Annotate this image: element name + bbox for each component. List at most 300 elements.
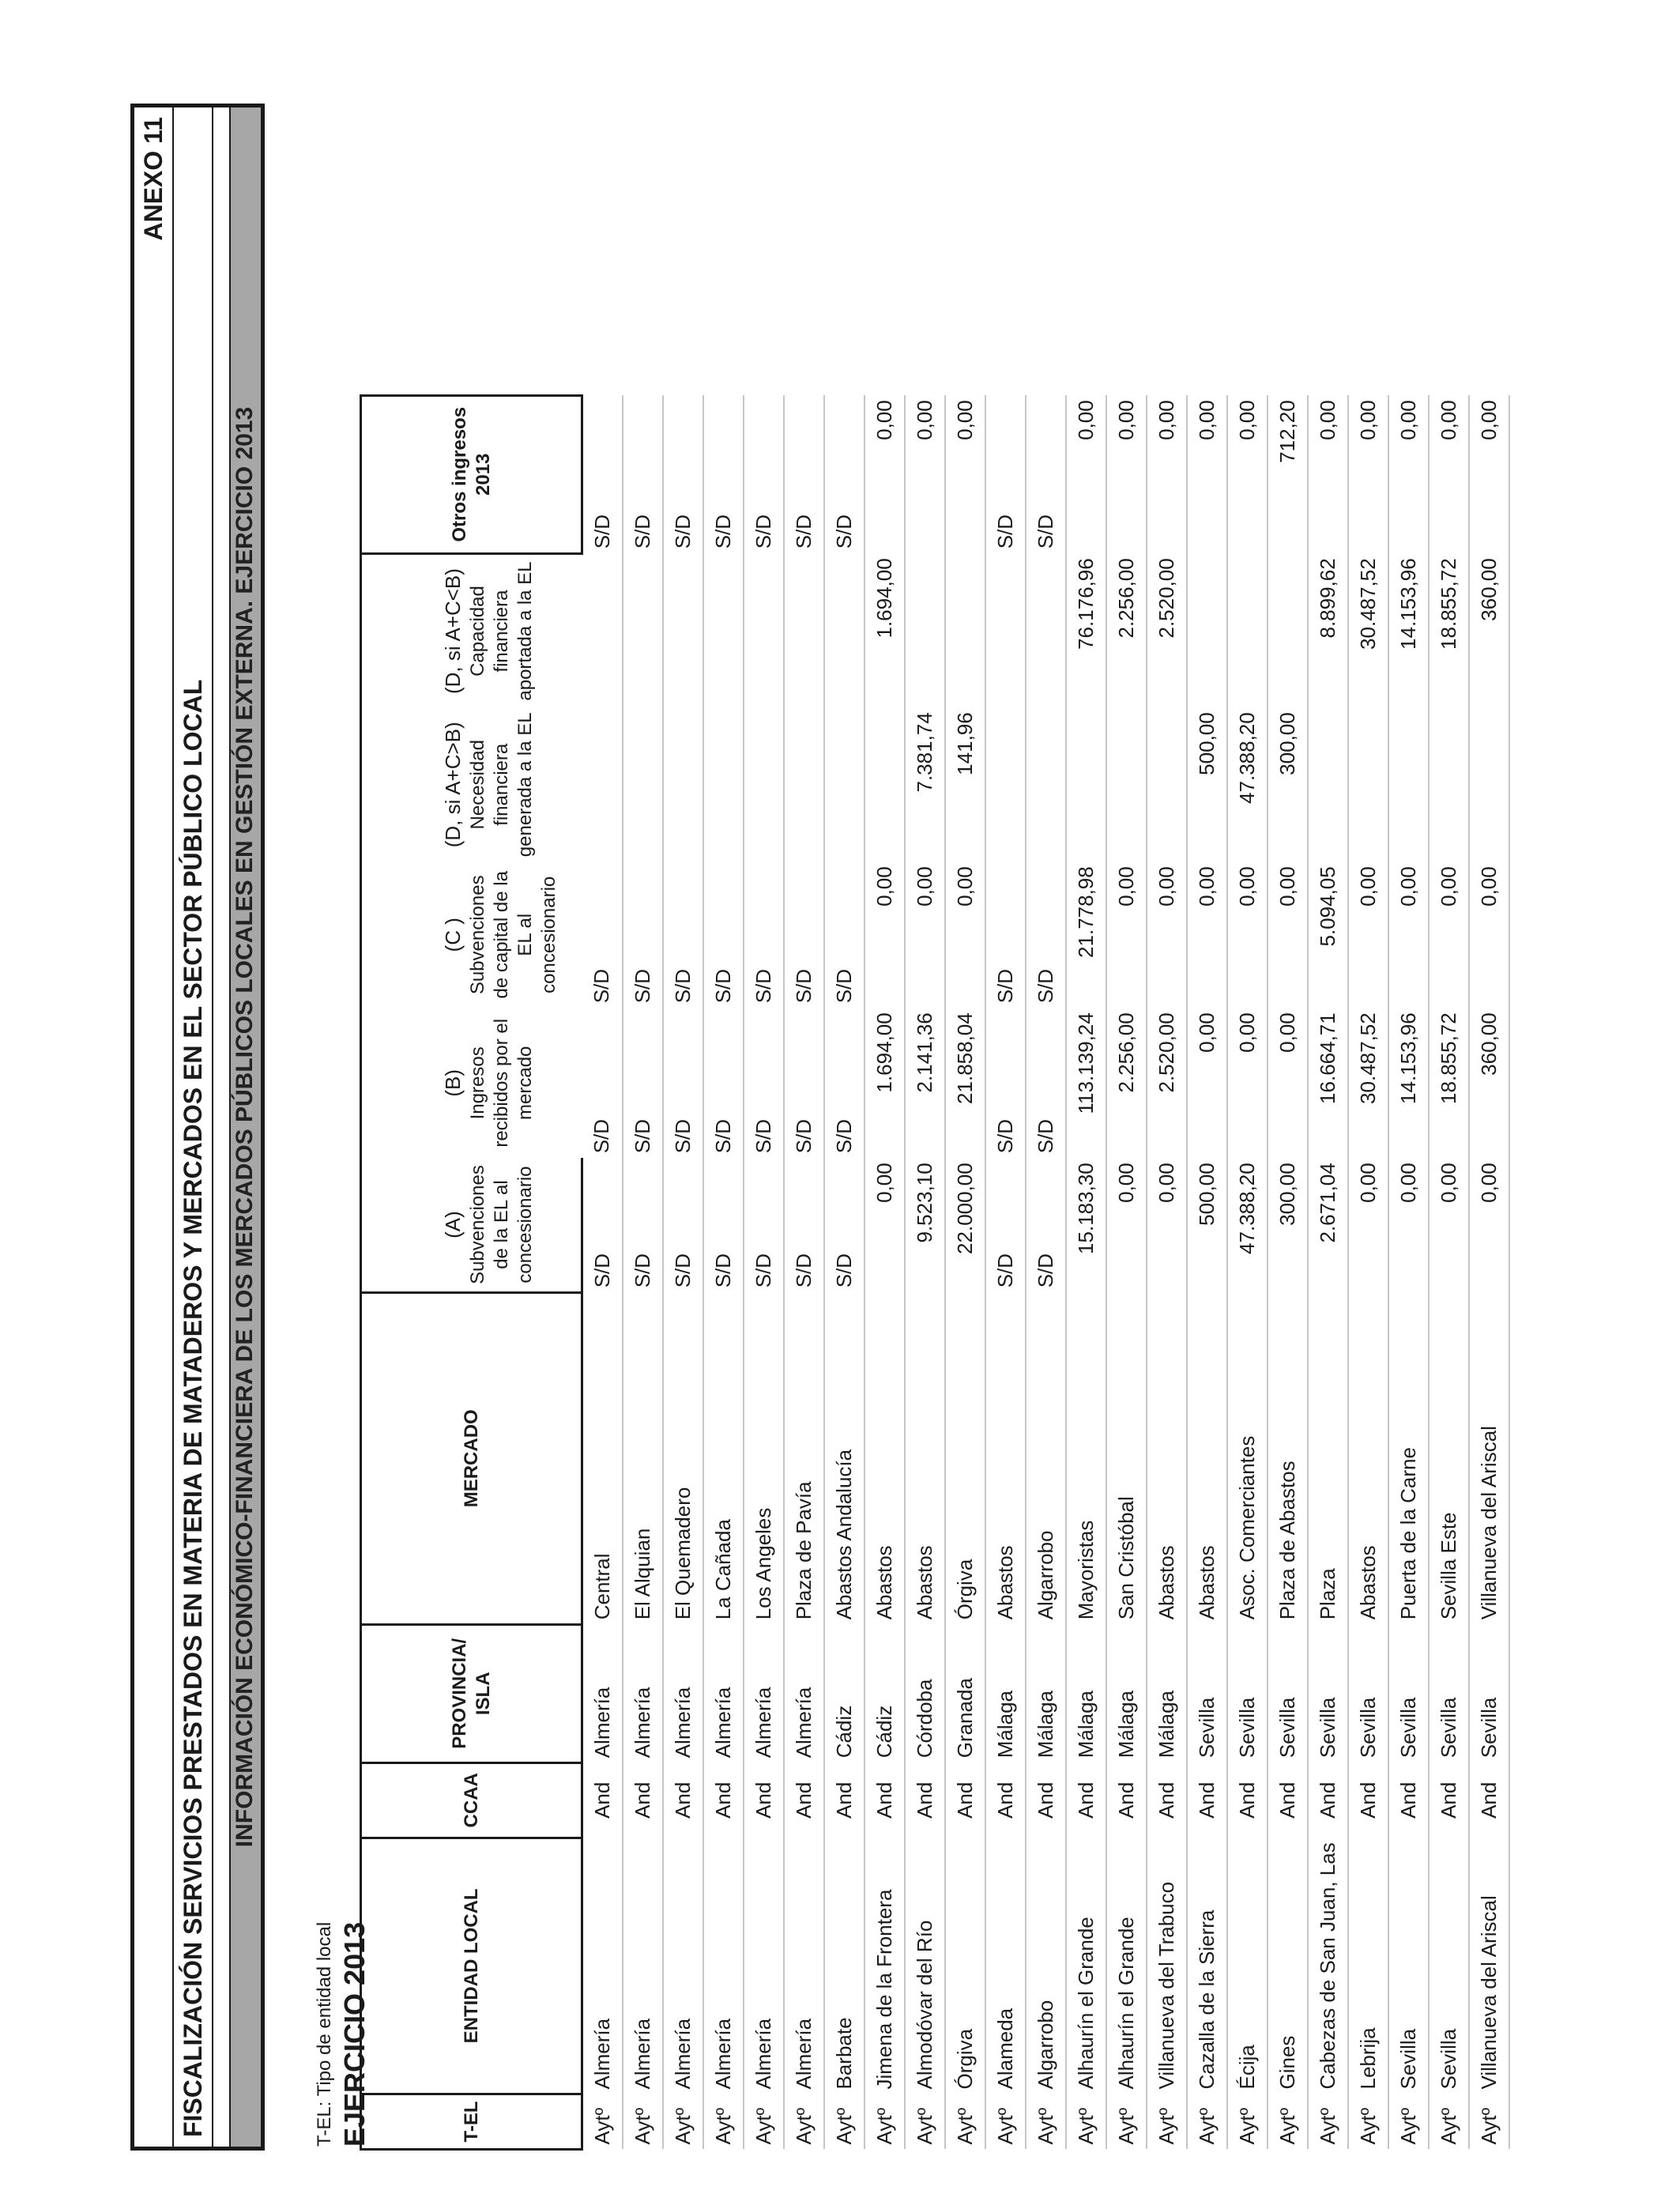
cell-mercado: Abastos <box>1147 1292 1187 1624</box>
markets-table-body <box>582 395 1510 2149</box>
cell-ccaa: And <box>1348 1762 1388 1838</box>
cell-mercado: Central <box>582 1292 623 1624</box>
cell-c: S/D <box>985 861 1026 1008</box>
cell-entidad: Villanueva del Trabuco <box>1147 1838 1187 2094</box>
cell-b: 30.487,52 <box>1348 1008 1388 1158</box>
cell-tel: Aytº <box>864 2094 905 2150</box>
cell-c: 0,00 <box>1227 861 1268 1008</box>
cell-d2 <box>623 553 663 707</box>
cell-provincia: Almería <box>623 1624 663 1762</box>
cell-provincia: Sevilla <box>1308 1624 1348 1762</box>
table-row <box>663 395 703 2149</box>
cell-tel: Aytº <box>703 2094 744 2150</box>
cell-c: 0,00 <box>1187 861 1227 1008</box>
cell-a: 0,00 <box>1106 1158 1147 1292</box>
cell-a: 0,00 <box>1429 1158 1469 1292</box>
cell-d2 <box>945 553 985 707</box>
cell-c: S/D <box>784 861 824 1008</box>
cell-ccaa: And <box>1429 1762 1469 1838</box>
cell-entidad: Écija <box>1227 1838 1268 2094</box>
cell-provincia: Sevilla <box>1348 1624 1388 1762</box>
cell-d2 <box>905 553 945 707</box>
cell-a: S/D <box>744 1158 784 1292</box>
cell-ccaa: And <box>663 1762 703 1838</box>
cell-d2 <box>824 553 864 707</box>
cell-entidad: Lebrija <box>1348 1838 1388 2094</box>
cell-d2 <box>1187 553 1227 707</box>
cell-b: 2.256,00 <box>1106 1008 1147 1158</box>
cell-c: 5.094,05 <box>1308 861 1348 1008</box>
col-c-tag: (C ) <box>361 861 467 1008</box>
cell-otros: 0,00 <box>1429 395 1469 553</box>
cell-b: 2.520,00 <box>1147 1008 1187 1158</box>
table-row <box>744 395 784 2149</box>
report-subtitle: INFORMACIÓN ECONÓMICO-FINANCIERA DE LOS MERCADOS PÚBLICOS LOCALES EN GESTIÓN EXTERNA. EJERCICIO 2013 <box>232 406 258 1848</box>
cell-a: S/D <box>784 1158 824 1292</box>
cell-entidad: Cazalla de la Sierra <box>1187 1838 1227 2094</box>
cell-d2: 18.855,72 <box>1429 553 1469 707</box>
cell-ccaa: And <box>1469 1762 1509 1838</box>
cell-tel: Aytº <box>985 2094 1026 2150</box>
cell-mercado: Plaza de Abastos <box>1268 1292 1308 1624</box>
cell-mercado: Plaza <box>1308 1292 1348 1624</box>
cell-b: 2.141,36 <box>905 1008 945 1158</box>
cell-a: S/D <box>824 1158 864 1292</box>
col-otros: Otros ingresos 2013 <box>361 395 582 553</box>
cell-b: S/D <box>703 1008 744 1158</box>
col-a-tag: (A) <box>361 1158 467 1292</box>
cell-provincia: Sevilla <box>1268 1624 1308 1762</box>
cell-c: 0,00 <box>864 861 905 1008</box>
cell-c: S/D <box>582 861 623 1008</box>
cell-a: 0,00 <box>1469 1158 1509 1292</box>
cell-d1 <box>1026 707 1066 861</box>
cell-b: 0,00 <box>1268 1008 1308 1158</box>
cell-ccaa: And <box>824 1762 864 1838</box>
cell-d1 <box>1469 707 1509 861</box>
cell-entidad: Almería <box>784 1838 824 2094</box>
cell-otros: 0,00 <box>1348 395 1388 553</box>
cell-d2: 76.176,96 <box>1066 553 1106 707</box>
cell-provincia: Sevilla <box>1388 1624 1429 1762</box>
cell-d2: 2.256,00 <box>1106 553 1147 707</box>
cell-tel: Aytº <box>905 2094 945 2150</box>
cell-d2: 360,00 <box>1469 553 1509 707</box>
cell-a: 22.000,00 <box>945 1158 985 1292</box>
cell-d1 <box>784 707 824 861</box>
cell-mercado: Mayoristas <box>1066 1292 1106 1624</box>
cell-b: S/D <box>582 1008 623 1158</box>
cell-d1: 7.381,74 <box>905 707 945 861</box>
cell-mercado: Sevilla Este <box>1429 1292 1469 1624</box>
report-header-box <box>130 104 265 2151</box>
cell-otros: 0,00 <box>1227 395 1268 553</box>
cell-b: 1.694,00 <box>864 1008 905 1158</box>
header-row-spacer <box>213 107 231 2147</box>
cell-mercado: El Quemadero <box>663 1292 703 1624</box>
cell-ccaa: And <box>1147 1762 1187 1838</box>
header-row-title <box>174 107 213 2147</box>
cell-a: 0,00 <box>1348 1158 1388 1292</box>
cell-a: S/D <box>703 1158 744 1292</box>
cell-c: 0,00 <box>1348 861 1388 1008</box>
cell-a: S/D <box>1026 1158 1066 1292</box>
cell-mercado: Abastos <box>1348 1292 1388 1624</box>
cell-tel: Aytº <box>1187 2094 1227 2150</box>
cell-d1: 300,00 <box>1268 707 1308 861</box>
table-row <box>985 395 1026 2149</box>
table-row <box>864 395 905 2149</box>
table-row <box>1268 395 1308 2149</box>
cell-d1 <box>864 707 905 861</box>
cell-tel: Aytº <box>623 2094 663 2150</box>
cell-ccaa: And <box>1388 1762 1429 1838</box>
cell-b: S/D <box>663 1008 703 1158</box>
cell-a: 0,00 <box>864 1158 905 1292</box>
cell-tel: Aytº <box>1268 2094 1308 2150</box>
table-row <box>623 395 663 2149</box>
cell-provincia: Sevilla <box>1227 1624 1268 1762</box>
col-d1-label: Necesidad financiera generada a la EL <box>467 712 536 858</box>
cell-a: 15.183,30 <box>1066 1158 1106 1292</box>
cell-a: 0,00 <box>1147 1158 1187 1292</box>
cell-d1 <box>1308 707 1348 861</box>
cell-otros: 0,00 <box>1388 395 1429 553</box>
cell-c: S/D <box>663 861 703 1008</box>
cell-a: S/D <box>623 1158 663 1292</box>
cell-otros: 0,00 <box>1187 395 1227 553</box>
cell-provincia: Sevilla <box>1469 1624 1509 1762</box>
cell-mercado: Abastos Andalucía <box>824 1292 864 1624</box>
col-ccaa: CCAA <box>361 1762 582 1838</box>
cell-provincia: Granada <box>945 1624 985 1762</box>
cell-a: 47.388,20 <box>1227 1158 1268 1292</box>
cell-tel: Aytº <box>1308 2094 1348 2150</box>
cell-c: S/D <box>824 861 864 1008</box>
cell-mercado: Órgiva <box>945 1292 985 1624</box>
table-row <box>1429 395 1469 2149</box>
cell-otros: 0,00 <box>1106 395 1147 553</box>
cell-provincia: Cádiz <box>824 1624 864 1762</box>
cell-ccaa: And <box>1308 1762 1348 1838</box>
cell-tel: Aytº <box>1388 2094 1429 2150</box>
cell-d2 <box>744 553 784 707</box>
cell-b: 14.153,96 <box>1388 1008 1429 1158</box>
table-row <box>703 395 744 2149</box>
cell-tel: Aytº <box>824 2094 864 2150</box>
table-row <box>1147 395 1187 2149</box>
cell-b: 0,00 <box>1227 1008 1268 1158</box>
cell-otros: 0,00 <box>1066 395 1106 553</box>
cell-d2 <box>1227 553 1268 707</box>
cell-entidad: Cabezas de San Juan, Las <box>1308 1838 1348 2094</box>
table-row <box>1026 395 1066 2149</box>
cell-b: 113.139,24 <box>1066 1008 1106 1158</box>
cell-entidad: Sevilla <box>1388 1838 1429 2094</box>
table-row <box>1348 395 1388 2149</box>
cell-tel: Aytº <box>1106 2094 1147 2150</box>
cell-d2: 14.153,96 <box>1388 553 1429 707</box>
cell-c: 0,00 <box>945 861 985 1008</box>
cell-entidad: Almería <box>582 1838 623 2094</box>
cell-otros: S/D <box>623 395 663 553</box>
cell-d2 <box>582 553 623 707</box>
cell-d1 <box>1429 707 1469 861</box>
table-row <box>1388 395 1429 2149</box>
cell-otros: 0,00 <box>1469 395 1509 553</box>
cell-mercado: Abastos <box>905 1292 945 1624</box>
cell-entidad: Órgiva <box>945 1838 985 2094</box>
cell-tel: Aytº <box>663 2094 703 2150</box>
cell-mercado: Abastos <box>985 1292 1026 1624</box>
cell-mercado: Abastos <box>864 1292 905 1624</box>
cell-provincia: Sevilla <box>1187 1624 1227 1762</box>
cell-ccaa: And <box>985 1762 1026 1838</box>
cell-mercado: Plaza de Pavía <box>784 1292 824 1624</box>
cell-d1 <box>1348 707 1388 861</box>
cell-d1 <box>582 707 623 861</box>
cell-b: S/D <box>824 1008 864 1158</box>
cell-entidad: Almería <box>663 1838 703 2094</box>
cell-d1 <box>1066 707 1106 861</box>
cell-d2: 2.520,00 <box>1147 553 1187 707</box>
table-row <box>582 395 623 2149</box>
cell-ccaa: And <box>945 1762 985 1838</box>
cell-otros: 0,00 <box>864 395 905 553</box>
cell-mercado: Los Angeles <box>744 1292 784 1624</box>
cell-c: 0,00 <box>905 861 945 1008</box>
cell-c: 0,00 <box>1147 861 1187 1008</box>
cell-d2 <box>985 553 1026 707</box>
col-c-label: Subvenciones de capital de la EL al concesionario <box>467 871 559 999</box>
cell-entidad: Alhaurín el Grande <box>1106 1838 1147 2094</box>
cell-mercado: Algarrobo <box>1026 1292 1066 1624</box>
cell-mercado: El Alquian <box>623 1292 663 1624</box>
table-row <box>1066 395 1106 2149</box>
cell-d2 <box>703 553 744 707</box>
cell-c: S/D <box>623 861 663 1008</box>
cell-tel: Aytº <box>744 2094 784 2150</box>
cell-a: S/D <box>985 1158 1026 1292</box>
table-row <box>945 395 985 2149</box>
cell-a: S/D <box>663 1158 703 1292</box>
cell-a: 2.671,04 <box>1308 1158 1348 1292</box>
cell-entidad: Jimena de la Frontera <box>864 1838 905 2094</box>
cell-b: S/D <box>623 1008 663 1158</box>
cell-entidad: Almodóvar del Río <box>905 1838 945 2094</box>
cell-a: S/D <box>582 1158 623 1292</box>
report-title: FISCALIZACIÓN SERVICIOS PRESTADOS EN MATERIA DE MATADEROS Y MERCADOS EN EL SECTOR PÚBLICO LOCAL <box>179 679 207 2137</box>
cell-provincia: Almería <box>784 1624 824 1762</box>
cell-c: S/D <box>1026 861 1066 1008</box>
cell-b: S/D <box>784 1008 824 1158</box>
cell-entidad: Gines <box>1268 1838 1308 2094</box>
cell-c: S/D <box>744 861 784 1008</box>
markets-table <box>360 394 1510 2151</box>
cell-ccaa: And <box>703 1762 744 1838</box>
cell-entidad: Villanueva del Ariscal <box>1469 1838 1509 2094</box>
col-b-tag: (B) <box>361 1008 467 1158</box>
cell-otros: S/D <box>985 395 1026 553</box>
cell-c: 0,00 <box>1388 861 1429 1008</box>
cell-ccaa: And <box>905 1762 945 1838</box>
cell-d2 <box>784 553 824 707</box>
col-d2-label: Capacidad financiera aportada a la EL <box>466 553 582 707</box>
ejercicio-label: EJERCICIO 2013 <box>338 1921 371 2147</box>
cell-provincia: Almería <box>663 1624 703 1762</box>
cell-mercado: Villanueva del Ariscal <box>1469 1292 1509 1624</box>
header-row-subtitle <box>231 107 261 2147</box>
cell-d1: 141,96 <box>945 707 985 861</box>
cell-a: 9.523,10 <box>905 1158 945 1292</box>
cell-ccaa: And <box>1026 1762 1066 1838</box>
cell-ccaa: And <box>1106 1762 1147 1838</box>
cell-provincia: Almería <box>703 1624 744 1762</box>
cell-d1 <box>824 707 864 861</box>
cell-ccaa: And <box>1066 1762 1106 1838</box>
table-row <box>1187 395 1227 2149</box>
cell-d1 <box>623 707 663 861</box>
table-row <box>905 395 945 2149</box>
cell-b: S/D <box>1026 1008 1066 1158</box>
cell-provincia: Sevilla <box>1429 1624 1469 1762</box>
cell-d1 <box>663 707 703 861</box>
cell-tel: Aytº <box>1348 2094 1388 2150</box>
cell-otros: S/D <box>703 395 744 553</box>
cell-provincia: Málaga <box>1147 1624 1187 1762</box>
cell-otros: 712,20 <box>1268 395 1308 553</box>
cell-d1 <box>1388 707 1429 861</box>
cell-entidad: Almería <box>703 1838 744 2094</box>
cell-tel: Aytº <box>1429 2094 1469 2150</box>
cell-provincia: Málaga <box>1106 1624 1147 1762</box>
cell-tel: Aytº <box>1469 2094 1509 2150</box>
cell-b: 16.664,71 <box>1308 1008 1348 1158</box>
cell-d2 <box>1026 553 1066 707</box>
cell-otros: S/D <box>582 395 623 553</box>
cell-d2: 8.899,62 <box>1308 553 1348 707</box>
cell-c: 0,00 <box>1268 861 1308 1008</box>
cell-provincia: Cádiz <box>864 1624 905 1762</box>
col-d2-tag: (D, si A+C<B) <box>361 553 467 707</box>
cell-ccaa: And <box>582 1762 623 1838</box>
cell-otros: S/D <box>744 395 784 553</box>
cell-tel: Aytº <box>1026 2094 1066 2150</box>
cell-otros: S/D <box>824 395 864 553</box>
cell-c: 0,00 <box>1469 861 1509 1008</box>
cell-c: S/D <box>703 861 744 1008</box>
header-row-annex <box>134 107 174 2147</box>
cell-otros: S/D <box>784 395 824 553</box>
header-tag-row <box>361 395 467 2149</box>
col-b-label: Ingresos recibidos por el mercado <box>467 1018 536 1148</box>
table-row <box>784 395 824 2149</box>
cell-entidad: Algarrobo <box>1026 1838 1066 2094</box>
cell-d2: 30.487,52 <box>1348 553 1388 707</box>
cell-d1: 47.388,20 <box>1227 707 1268 861</box>
cell-mercado: Abastos <box>1187 1292 1227 1624</box>
table-row <box>1227 395 1268 2149</box>
col-mercado: MERCADO <box>361 1292 582 1624</box>
cell-d1 <box>703 707 744 861</box>
cell-ccaa: And <box>623 1762 663 1838</box>
cell-c: 0,00 <box>1106 861 1147 1008</box>
cell-ccaa: And <box>1187 1762 1227 1838</box>
cell-tel: Aytº <box>1066 2094 1106 2150</box>
cell-d1: 500,00 <box>1187 707 1227 861</box>
cell-ccaa: And <box>1227 1762 1268 1838</box>
table-row <box>824 395 864 2149</box>
col-tel: T-EL <box>361 2094 582 2150</box>
cell-otros: 0,00 <box>1147 395 1187 553</box>
cell-b: 0,00 <box>1187 1008 1227 1158</box>
cell-d1 <box>1147 707 1187 861</box>
cell-b: 18.855,72 <box>1429 1008 1469 1158</box>
cell-b: 360,00 <box>1469 1008 1509 1158</box>
cell-tel: Aytº <box>1147 2094 1187 2150</box>
table-row <box>1308 395 1348 2149</box>
cell-d2: 1.694,00 <box>864 553 905 707</box>
cell-d2 <box>1268 553 1308 707</box>
cell-entidad: Almería <box>744 1838 784 2094</box>
cell-a: 0,00 <box>1388 1158 1429 1292</box>
cell-otros: 0,00 <box>1308 395 1348 553</box>
col-entidad: ENTIDAD LOCAL <box>361 1838 582 2094</box>
cell-otros: S/D <box>1026 395 1066 553</box>
cell-entidad: Almería <box>623 1838 663 2094</box>
cell-a: 500,00 <box>1187 1158 1227 1292</box>
cell-mercado: Puerta de la Carne <box>1388 1292 1429 1624</box>
cell-entidad: Alameda <box>985 1838 1026 2094</box>
cell-d1 <box>1106 707 1147 861</box>
col-provincia: PROVINCIA/ ISLA <box>361 1624 582 1762</box>
cell-ccaa: And <box>864 1762 905 1838</box>
col-d1-tag: (D, si A+C>B) <box>361 707 467 861</box>
cell-ccaa: And <box>1268 1762 1308 1838</box>
cell-mercado: Asoc. Comerciantes <box>1227 1292 1268 1624</box>
col-a-label: Subvenciones de la EL al concesionario <box>466 1158 582 1292</box>
cell-d1 <box>985 707 1026 861</box>
annex-label: ANEXO 11 <box>139 117 168 241</box>
table-row <box>1106 395 1147 2149</box>
cell-mercado: La Cañada <box>703 1292 744 1624</box>
cell-provincia: Málaga <box>1026 1624 1066 1762</box>
cell-provincia: Málaga <box>1066 1624 1106 1762</box>
cell-entidad: Alhaurín el Grande <box>1066 1838 1106 2094</box>
cell-tel: Aytº <box>784 2094 824 2150</box>
cell-b: S/D <box>985 1008 1026 1158</box>
cell-ccaa: And <box>744 1762 784 1838</box>
cell-d1 <box>744 707 784 861</box>
cell-otros: S/D <box>663 395 703 553</box>
cell-tel: Aytº <box>945 2094 985 2150</box>
cell-ccaa: And <box>784 1762 824 1838</box>
cell-provincia: Almería <box>582 1624 623 1762</box>
cell-tel: Aytº <box>582 2094 623 2150</box>
cell-c: 21.778,98 <box>1066 861 1106 1008</box>
cell-entidad: Sevilla <box>1429 1838 1469 2094</box>
cell-provincia: Almería <box>744 1624 784 1762</box>
cell-d2 <box>663 553 703 707</box>
cell-b: S/D <box>744 1008 784 1158</box>
cell-mercado: San Cristóbal <box>1106 1292 1147 1624</box>
tel-legend: T-EL: Tipo de entidad local <box>314 1921 335 2147</box>
cell-tel: Aytº <box>1227 2094 1268 2150</box>
cell-provincia: Málaga <box>985 1624 1026 1762</box>
cell-provincia: Córdoba <box>905 1624 945 1762</box>
cell-a: 300,00 <box>1268 1158 1308 1292</box>
table-row <box>1469 395 1509 2149</box>
